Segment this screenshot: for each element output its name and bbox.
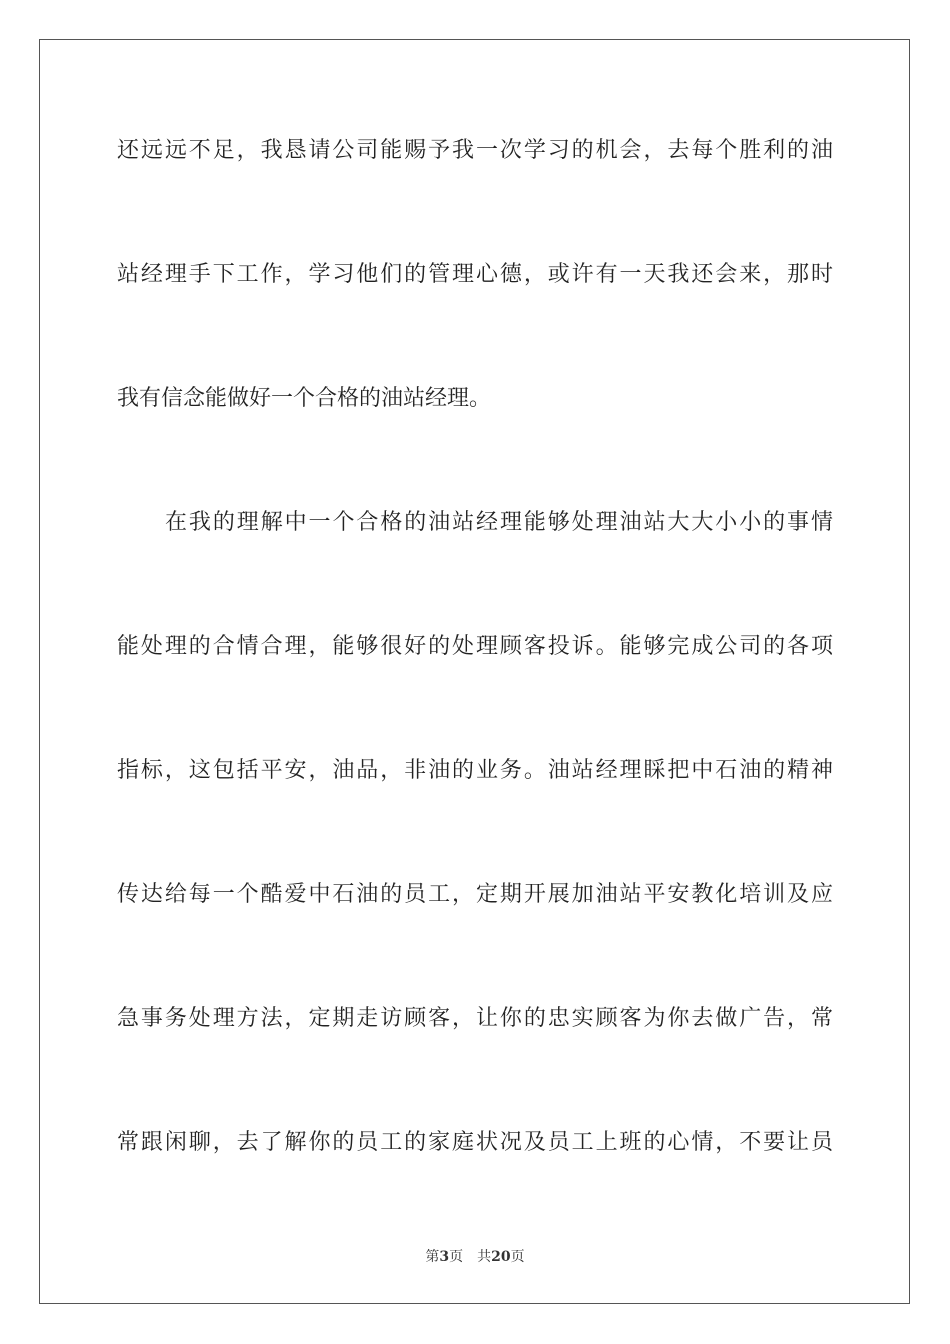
text-line: 我有信念能做好一个合格的油站经理。 [117,386,492,411]
text-line: 常跟闲聊，去了解你的员工的家庭状况及员工上班的心情，不要让员 [117,1130,833,1155]
page-number: 3 [439,1249,450,1265]
text-line: 站经理手下工作，学习他们的管理心德，或许有一天我还会来，那时 [117,262,833,287]
page-border [39,39,910,1304]
text-line: 传达给每一个酷爱中石油的员工，定期开展加油站平安教化培训及应 [117,882,833,907]
paragraph-first-line: 在我的理解中一个合格的油站经理能够处理油站大大小小的事情 [165,510,833,535]
page-footer [0,1247,950,1267]
page-prefix: 第 [425,1249,440,1265]
text-line: 指标，这包括平安，油品，非油的业务。油站经理睬把中石油的精神 [117,758,833,783]
text-line: 急事务处理方法，定期走访顾客，让你的忠实顾客为你去做广告，常 [117,1006,833,1031]
page-suffix: 页 [449,1249,464,1265]
total-suffix: 页 [510,1249,525,1265]
text-line: 还远远不足，我恳请公司能赐予我一次学习的机会，去每个胜利的油 [117,138,833,163]
text-line: 能处理的合情合理，能够很好的处理顾客投诉。能够完成公司的各项 [117,634,833,659]
total-prefix: 共 [477,1249,492,1265]
total-pages: 20 [491,1249,511,1265]
